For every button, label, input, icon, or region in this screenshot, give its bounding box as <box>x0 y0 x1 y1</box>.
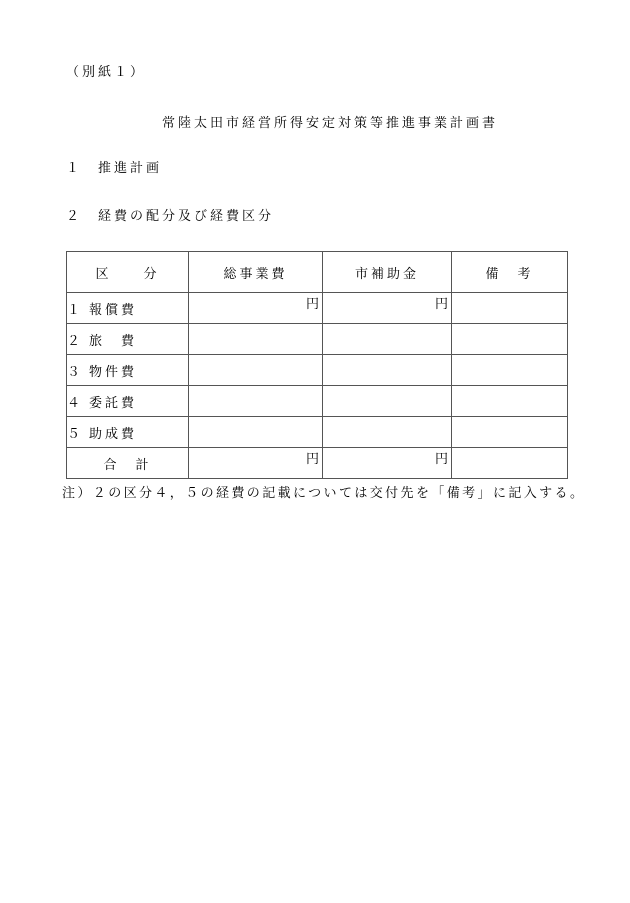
header-category: 区 分 <box>67 252 189 293</box>
document-title: 常陸太田市経営所得安定対策等推進事業計画書 <box>161 116 498 131</box>
row-label: 報償費 <box>89 302 138 318</box>
remarks-cell <box>452 324 568 355</box>
table-row <box>67 355 568 386</box>
city-subsidy-cell <box>323 417 452 448</box>
total-cost-cell <box>189 417 323 448</box>
remarks-cell <box>452 417 568 448</box>
remarks-cell <box>452 355 568 386</box>
table-row <box>67 417 568 448</box>
row-category <box>67 293 189 324</box>
footnote: 注）２の区分４，５の経費の記載については交付先を「備考」に記入する。 <box>62 486 586 501</box>
remarks-cell <box>452 293 568 324</box>
grand-total-cost-cell: 円 <box>189 448 323 479</box>
header-city-subsidy: 市補助金 <box>323 252 452 293</box>
row-category <box>67 417 189 448</box>
row-category <box>67 324 189 355</box>
total-cost-cell <box>189 324 323 355</box>
total-cost-cell: 円 <box>189 293 323 324</box>
table-total-row <box>67 448 568 479</box>
row-label: 旅 費 <box>89 333 138 349</box>
city-subsidy-cell <box>323 386 452 417</box>
table-row <box>67 386 568 417</box>
row-label: 委託費 <box>89 395 138 411</box>
total-cost-cell <box>189 355 323 386</box>
table-row <box>67 324 568 355</box>
table-row <box>67 293 568 324</box>
city-subsidy-cell <box>323 324 452 355</box>
annex-label: （別紙１） <box>66 65 147 80</box>
remarks-cell <box>452 386 568 417</box>
row-number: １ <box>67 302 84 318</box>
section-expense-allocation: ２ 経費の配分及び経費区分 <box>66 209 275 224</box>
row-number: ２ <box>67 333 84 349</box>
city-subsidy-cell <box>323 355 452 386</box>
total-remarks-cell <box>452 448 568 479</box>
header-total-cost: 総事業費 <box>189 252 323 293</box>
row-label: 助成費 <box>89 426 138 442</box>
expense-table <box>66 251 568 479</box>
section-promotion-plan: １ 推進計画 <box>66 161 163 176</box>
total-cost-cell <box>189 386 323 417</box>
row-number: ５ <box>67 426 84 442</box>
row-number: ４ <box>67 395 84 411</box>
total-label: 合 計 <box>67 448 189 479</box>
table-header-row <box>67 252 568 293</box>
header-remarks: 備 考 <box>452 252 568 293</box>
row-number: ３ <box>67 364 84 380</box>
row-category <box>67 386 189 417</box>
grand-city-subsidy-cell: 円 <box>323 448 452 479</box>
row-label: 物件費 <box>89 364 138 380</box>
city-subsidy-cell: 円 <box>323 293 452 324</box>
row-category <box>67 355 189 386</box>
